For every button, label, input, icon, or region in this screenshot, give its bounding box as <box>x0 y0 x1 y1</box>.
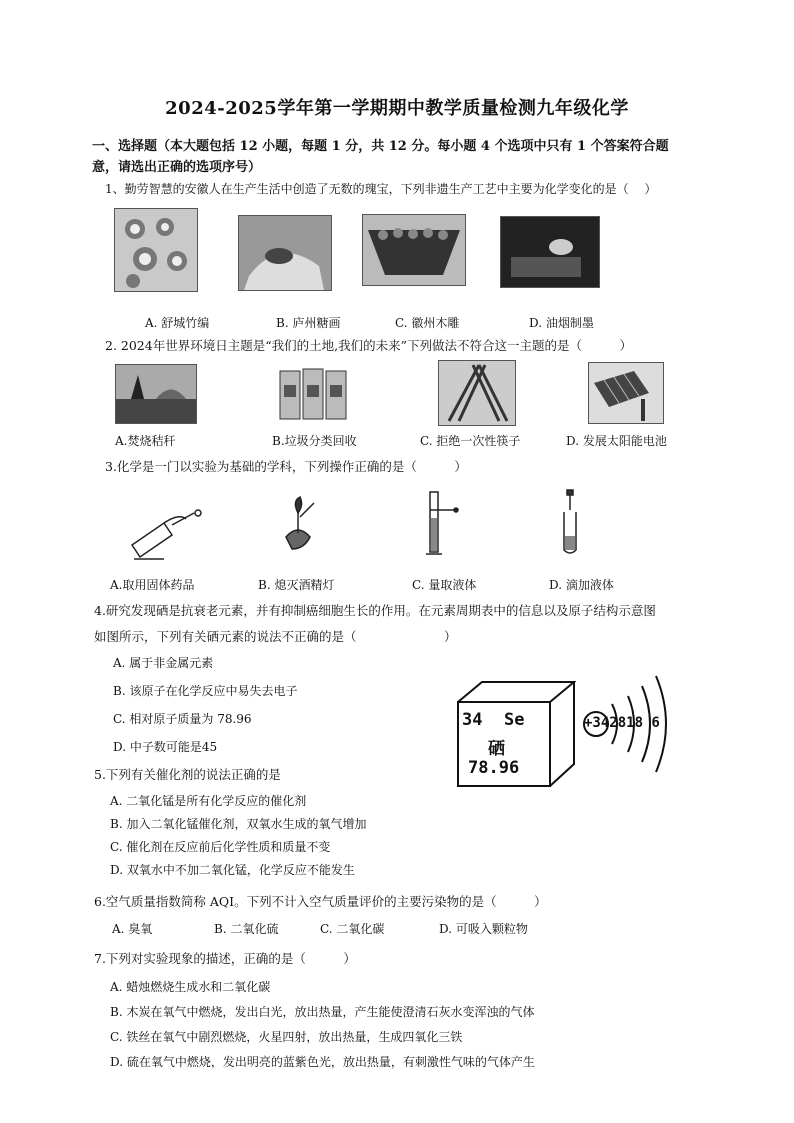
q1-option-c[interactable]: C. 徽州木雕 <box>395 316 460 330</box>
image-wood-carving <box>362 214 466 286</box>
section-heading: 一、选择题（本大题包括 12 小题，每题 1 分，共 12 分。每小题 4 个选项中只有 1 个答案符合题 <box>92 139 669 154</box>
q6-option-c[interactable]: C. 二氧化碳 <box>320 922 385 936</box>
atom-structure-text: +342818 6 <box>584 715 660 731</box>
q2-option-c[interactable]: C. 拒绝一次性筷子 <box>420 434 521 448</box>
q1-option-b[interactable]: B. 庐州糖画 <box>276 316 341 330</box>
question-3-stem: 3.化学是一门以实验为基础的学科，下列操作正确的是（ ） <box>105 459 467 474</box>
q5-option-a[interactable]: A. 二氧化锰是所有化学反应的催化剂 <box>110 794 307 808</box>
periodic-table-cell <box>456 678 576 788</box>
question-1-stem: 1、勤劳智慧的安徽人在生产生活中创造了无数的瑰宝，下列非遗生产工艺中主要为化学变化的是（ ） <box>105 182 657 196</box>
q2-option-b[interactable]: B.垃圾分类回收 <box>272 434 357 448</box>
image-take-solid <box>124 505 219 565</box>
section-heading-cont: 意，请选出正确的选项序号） <box>92 160 262 175</box>
page-title: 2024-2025学年第一学期期中教学质量检测九年级化学 <box>165 98 629 119</box>
q1-option-a[interactable]: A. 舒城竹编 <box>145 316 210 330</box>
element-symbol: Se <box>504 710 525 730</box>
q7-option-d[interactable]: D. 硫在氧气中燃烧，发出明亮的蓝紫色光，放出热量，有刺激性气味的气体产生 <box>110 1055 535 1069</box>
q1-option-d[interactable]: D. 油烟制墨 <box>529 316 594 330</box>
q2-option-d[interactable]: D. 发展太阳能电池 <box>566 434 667 448</box>
q5-option-b[interactable]: B. 加入二氧化锰催化剂，双氧水生成的氧气增加 <box>110 817 367 831</box>
q5-option-c[interactable]: C. 催化剂在反应前后化学性质和质量不变 <box>110 840 331 854</box>
question-4-stem-cont: 如图所示，下列有关硒元素的说法不正确的是（ ） <box>94 629 457 644</box>
image-chopsticks <box>438 360 516 426</box>
question-6-stem: 6.空气质量指数简称 AQI。下列不计入空气质量评价的主要污染物的是（ ） <box>94 894 547 909</box>
q4-option-b[interactable]: B. 该原子在化学反应中易失去电子 <box>113 684 298 698</box>
q5-option-d[interactable]: D. 双氧水中不加二氧化锰，化学反应不能发生 <box>110 863 355 877</box>
q2-option-a[interactable]: A.焚烧秸秆 <box>115 434 176 448</box>
q6-option-b[interactable]: B. 二氧化硫 <box>214 922 279 936</box>
image-burning-straw <box>115 364 197 424</box>
image-bamboo-weaving <box>114 208 198 292</box>
q4-option-c[interactable]: C. 相对原子质量为 78.96 <box>113 712 252 726</box>
q4-option-d[interactable]: D. 中子数可能是45 <box>113 740 218 754</box>
question-7-stem: 7.下列对实验现象的描述，正确的是（ ） <box>94 951 356 966</box>
element-name: 硒 <box>488 739 505 759</box>
image-drop-liquid <box>558 488 582 558</box>
question-4-stem: 4.研究发现硒是抗衰老元素，并有抑制癌细胞生长的作用。在元素周期表中的信息以及原子结构示意图 <box>94 603 656 618</box>
q7-option-b[interactable]: B. 木炭在氧气中燃烧，发出白光，放出热量，产生能使澄清石灰水变浑浊的气体 <box>110 1005 535 1019</box>
atom-structure-diagram <box>580 668 690 778</box>
q4-option-a[interactable]: A. 属于非金属元素 <box>113 656 214 670</box>
image-measure-liquid <box>420 488 460 558</box>
image-ink-making <box>500 216 600 288</box>
element-mass: 78.96 <box>468 758 520 778</box>
q7-option-a[interactable]: A. 蜡烛燃烧生成水和二氧化碳 <box>110 980 271 994</box>
q6-option-d[interactable]: D. 可吸入颗粒物 <box>439 922 528 936</box>
image-sugar-painting <box>238 215 332 291</box>
q3-option-c[interactable]: C. 量取液体 <box>412 578 477 592</box>
element-atomic-number: 34 <box>462 710 483 730</box>
image-solar-panel <box>588 362 664 424</box>
q3-option-d[interactable]: D. 滴加液体 <box>549 578 614 592</box>
q7-option-c[interactable]: C. 铁丝在氧气中剧烈燃烧，火星四射，放出热量，生成四氧化三铁 <box>110 1030 463 1044</box>
image-extinguish-lamp <box>278 493 318 553</box>
q3-option-a[interactable]: A.取用固体药品 <box>110 578 195 592</box>
q6-option-a[interactable]: A. 臭氧 <box>112 922 153 936</box>
q3-option-b[interactable]: B. 熄灭酒精灯 <box>258 578 335 592</box>
question-2-stem: 2. 2024年世界环境日主题是“我们的土地,我们的未来”下列做法不符合这一主题的是（ ） <box>105 338 632 353</box>
question-5-stem: 5.下列有关催化剂的说法正确的是 <box>94 767 281 782</box>
image-garbage-bins <box>278 363 348 423</box>
